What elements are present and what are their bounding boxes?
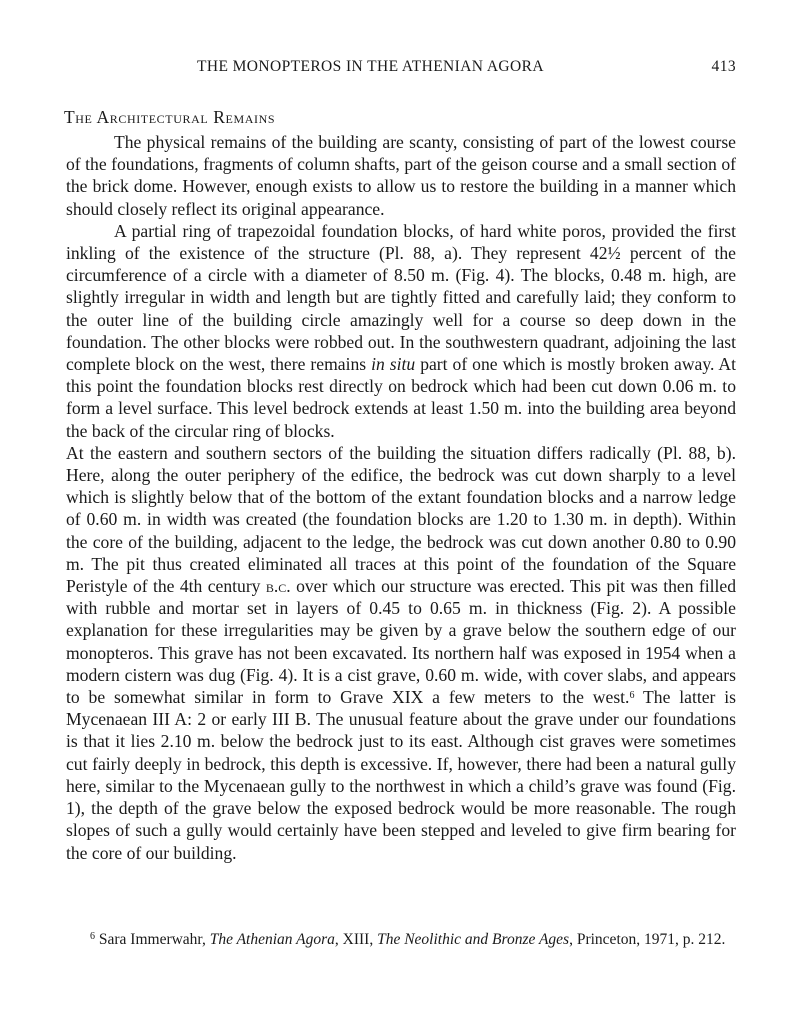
paragraph-1: The physical remains of the building are scanty, consisting of part of the lowest course of the foundations, fragments of column shafts, part of the geison course and a small section of the brick dome. However, enough exists to allow us to restore the building in a manner which should closely reflect its original appearance. (66, 132, 736, 219)
page-number: 413 (711, 58, 736, 75)
bc-abbreviation: b.c. (265, 576, 291, 597)
running-header (66, 58, 736, 80)
in-situ-italic: in situ (371, 354, 416, 375)
running-title: THE MONOPTEROS IN THE ATHENIAN AGORA (197, 58, 544, 75)
paragraph-2-part-2: part of one which is mostly broken away. At this point the foundation blocks rest directly on bedrock which had been cut down 0.06 m. to form a level surface. This level bedrock extends at least 1.50 m. into the building area beyond the back of the circular ring of blocks. (66, 354, 737, 441)
paragraph-3-part-3: The latter is Mycenaean III A: 2 or early III B. The unusual feature about the grave under our foundations is that it lies 2.10 m. below the bedrock just to its east. Although cist graves were sometimes cut fairly deeply in bedrock, this depth is excessive. If, however, there had been a natural gully here, similar to the Mycenaean gully to the northwest in which a child’s grave was found (Fig. 1), the depth of the grave below the exposed bedrock would be more reasonable. The rough slopes of such a gully would certainly have been stepped and leveled to give firm bearing for the core of our building. (66, 687, 737, 863)
footnote-author: Sara Immerwahr, (95, 931, 210, 948)
paragraph-3-part-1: At the eastern and southern sectors of the building the situation differs radically (Pl. 88, b). Here, along the outer periphery of the edifice, the bedrock was cut down sharply to a level which is slightly below that of the bottom of the extant foundation blocks and a narrow ledge of 0.60 m. in width was created (the foundation blocks are 1.20 to 1.30 m. in depth). Within the core of the building, adjacent to the ledge, the bedrock was cut down another 0.80 to 0.90 m. The pit thus created eliminated all traces at this point of the foundation of the Square Peristyle of the 4th century (66, 442, 736, 597)
section-heading: The Architectural Remains (64, 107, 276, 127)
paragraph-2 (66, 220, 736, 442)
footnote-reference[interactable]: 6 (629, 690, 635, 702)
paragraph-3 (66, 442, 736, 864)
footnote-separator: , XIII, (334, 931, 378, 948)
footnote-text (66, 930, 736, 950)
paragraph-3-part-2: over which our structure was erected. This pit was then filled with rubble and mortar set in layers of 0.45 to 0.65 m. in thickness (Fig. 2). A possible explanation for these irregularities may be given by a grave below the southern edge of our monopteros. This grave has not been excavated. Its northern half was exposed in 1954 when a modern cistern was dug (Fig. 4). It is a cist grave, 0.60 m. wide, with cover slabs, and appears to be somewhat similar in form to Grave XIX a few meters to the west. (66, 576, 736, 708)
footnote-rest: , Princeton, 1971, p. 212. (569, 931, 726, 948)
footnote-title-1: The Athenian Agora (209, 931, 335, 948)
footnote-number: 6 (90, 931, 95, 942)
footnote-title-2: The Neolithic and Bronze Ages (377, 931, 570, 948)
paragraph-2-part-1: A partial ring of trapezoidal foundation blocks, of hard white poros, provided the first inkling of the existence of the structure (Pl. 88, a). They represent 42½ percent of the circumference of a circle with a diameter of 8.50 m. (Fig. 4). The blocks, 0.48 m. high, are slightly irregular in width and length but are tightly fitted and carefully laid; they conform to the outer line of the building circle amazingly well for a course so deep down in the foundation. The other blocks were robbed out. In the southwestern quadrant, adjoining the last complete block on the west, there remains (66, 220, 736, 375)
footnote (66, 930, 736, 950)
body-text (66, 131, 736, 864)
